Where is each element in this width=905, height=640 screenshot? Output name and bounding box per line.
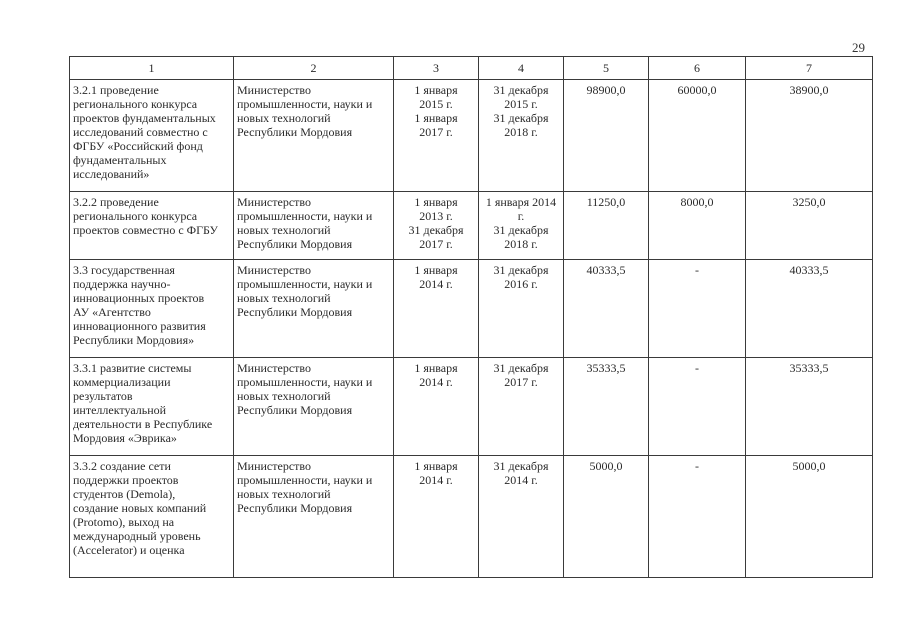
end-date-cell-line: 2018 г.: [504, 237, 538, 251]
executor-cell-line: Республики Мордовия: [237, 403, 353, 417]
activity-name-cell-line: 3.3.2 создание сети: [73, 459, 171, 473]
start-date-cell-line: 2015 г.: [419, 97, 453, 111]
start-date-cell-line: 2017 г.: [419, 125, 453, 139]
executor-cell-line: промышленности, науки и: [237, 473, 373, 487]
start-date-cell-line: 2013 г.: [419, 209, 453, 223]
start-date-cell: [394, 192, 479, 260]
activity-name-cell-line: 3.3.1 развитие системы: [73, 361, 192, 375]
executor-cell-line: Министерство: [237, 195, 311, 209]
executor-cell: [234, 80, 394, 192]
start-date-cell-line: 2017 г.: [419, 237, 453, 251]
start-date-cell-line: 2014 г.: [419, 277, 453, 291]
activity-name-cell-line: поддержка научно-: [73, 277, 171, 291]
activity-name-cell: [70, 456, 234, 578]
activity-name-cell-line: инновационных проектов: [73, 291, 205, 305]
header-cell: 7: [746, 57, 873, 80]
start-date-cell-line: 2014 г.: [419, 375, 453, 389]
end-date-cell-line: 31 декабря: [493, 223, 549, 237]
activity-name-cell-line: регионального конкурса: [73, 97, 198, 111]
executor-cell: [234, 358, 394, 456]
activity-name-cell-line: результатов: [73, 389, 133, 403]
header-cell: 3: [394, 57, 479, 80]
activity-name-cell-line: студентов (Demola),: [73, 487, 176, 501]
activity-name-cell-line: 3.2.1 проведение: [73, 83, 159, 97]
start-date-cell-line: 2014 г.: [419, 473, 453, 487]
table-row: [70, 358, 873, 456]
activity-name-cell-line: поддержки проектов: [73, 473, 179, 487]
executor-cell-line: новых технологий: [237, 223, 331, 237]
activity-name-cell: [70, 358, 234, 456]
executor-cell-line: новых технологий: [237, 389, 331, 403]
header-cell: 1: [70, 57, 234, 80]
executor-cell: [234, 456, 394, 578]
end-date-cell-line: 2016 г.: [504, 277, 538, 291]
table-row: [70, 456, 873, 578]
executor-cell-line: Министерство: [237, 459, 311, 473]
start-date-cell: [394, 456, 479, 578]
activity-name-cell-line: исследований совместно с: [73, 125, 208, 139]
col6-amount-cell: 8000,0: [649, 192, 746, 260]
table-header-row: [70, 57, 873, 80]
end-date-cell-line: г.: [517, 209, 525, 223]
total-amount-cell: 35333,5: [564, 358, 649, 456]
start-date-cell: [394, 260, 479, 358]
executor-cell-line: Министерство: [237, 361, 311, 375]
executor-cell-line: Республики Мордовия: [237, 305, 353, 319]
activity-name-cell-line: Республики Мордовия»: [73, 333, 195, 347]
executor-cell-line: Министерство: [237, 263, 311, 277]
col6-amount-cell: -: [649, 456, 746, 578]
start-date-cell-line: 1 января: [414, 195, 458, 209]
activity-name-cell-line: инновационного развития: [73, 319, 206, 333]
end-date-cell-line: 1 января 2014: [485, 195, 557, 209]
end-date-cell-line: 31 декабря: [493, 361, 549, 375]
end-date-cell: [479, 456, 564, 578]
executor-cell-line: новых технологий: [237, 291, 331, 305]
col6-amount-cell: -: [649, 260, 746, 358]
col7-amount-cell: 3250,0: [746, 192, 873, 260]
end-date-cell-line: 31 декабря: [493, 111, 549, 125]
executor-cell-line: промышленности, науки и: [237, 97, 373, 111]
executor-cell-line: Республики Мордовия: [237, 125, 353, 139]
total-amount-cell: 5000,0: [564, 456, 649, 578]
executor-cell-line: Республики Мордовия: [237, 501, 353, 515]
header-cell: 6: [649, 57, 746, 80]
total-amount-cell: 40333,5: [564, 260, 649, 358]
activity-name-cell-line: (Protomo), выход на: [73, 515, 175, 529]
activity-name-cell-line: исследований»: [73, 167, 150, 181]
total-amount-cell: 11250,0: [564, 192, 649, 260]
executor-cell-line: новых технологий: [237, 111, 331, 125]
table-row: [70, 80, 873, 192]
header-cell: 2: [234, 57, 394, 80]
page-number: 29: [852, 40, 865, 55]
start-date-cell-line: 31 декабря: [408, 223, 464, 237]
activity-name-cell-line: 3.2.2 проведение: [73, 195, 159, 209]
executor-cell: [234, 260, 394, 358]
end-date-cell: [479, 260, 564, 358]
activity-name-cell-line: (Accelerator) и оценка: [73, 543, 185, 557]
executor-cell-line: Министерство: [237, 83, 311, 97]
executor-cell-line: новых технологий: [237, 487, 331, 501]
col7-amount-cell: 40333,5: [746, 260, 873, 358]
activity-name-cell-line: АУ «Агентство: [73, 305, 151, 319]
start-date-cell-line: 1 января: [414, 263, 458, 277]
activity-name-cell-line: фундаментальных: [73, 153, 167, 167]
activity-name-cell: [70, 192, 234, 260]
activity-name-cell: [70, 260, 234, 358]
activity-name-cell-line: международный уровень: [73, 529, 201, 543]
col7-amount-cell: 35333,5: [746, 358, 873, 456]
activity-name-cell-line: Мордовия «Эврика»: [73, 431, 177, 445]
activity-name-cell-line: ФГБУ «Российский фонд: [73, 139, 203, 153]
col7-amount-cell: 38900,0: [746, 80, 873, 192]
end-date-cell-line: 31 декабря: [493, 459, 549, 473]
start-date-cell: [394, 80, 479, 192]
start-date-cell-line: 1 января: [414, 83, 458, 97]
activity-name-cell-line: проектов совместно с ФГБУ: [73, 223, 219, 237]
activity-name-cell-line: проектов фундаментальных: [73, 111, 216, 125]
start-date-cell: [394, 358, 479, 456]
end-date-cell: [479, 80, 564, 192]
executor-cell: [234, 192, 394, 260]
col6-amount-cell: 60000,0: [649, 80, 746, 192]
end-date-cell: [479, 192, 564, 260]
col7-amount-cell: 5000,0: [746, 456, 873, 578]
activity-name-cell-line: коммерциализации: [73, 375, 171, 389]
start-date-cell-line: 1 января: [414, 459, 458, 473]
executor-cell-line: Республики Мордовия: [237, 237, 353, 251]
header-cell: 5: [564, 57, 649, 80]
executor-cell-line: промышленности, науки и: [237, 277, 373, 291]
activity-name-cell-line: регионального конкурса: [73, 209, 198, 223]
program-table: [69, 56, 873, 578]
end-date-cell: [479, 358, 564, 456]
start-date-cell-line: 1 января: [414, 111, 458, 125]
start-date-cell-line: 1 января: [414, 361, 458, 375]
end-date-cell-line: 2017 г.: [504, 375, 538, 389]
end-date-cell-line: 2015 г.: [504, 97, 538, 111]
executor-cell-line: промышленности, науки и: [237, 375, 373, 389]
col6-amount-cell: -: [649, 358, 746, 456]
activity-name-cell-line: 3.3 государственная: [73, 263, 175, 277]
end-date-cell-line: 2014 г.: [504, 473, 538, 487]
end-date-cell-line: 31 декабря: [493, 263, 549, 277]
activity-name-cell-line: интеллектуальной: [73, 403, 167, 417]
executor-cell-line: промышленности, науки и: [237, 209, 373, 223]
header-cell: 4: [479, 57, 564, 80]
total-amount-cell: 98900,0: [564, 80, 649, 192]
activity-name-cell: [70, 80, 234, 192]
end-date-cell-line: 31 декабря: [493, 83, 549, 97]
activity-name-cell-line: создание новых компаний: [73, 501, 207, 515]
end-date-cell-line: 2018 г.: [504, 125, 538, 139]
table-row: [70, 192, 873, 260]
table-row: [70, 260, 873, 358]
activity-name-cell-line: деятельности в Республике: [73, 417, 213, 431]
